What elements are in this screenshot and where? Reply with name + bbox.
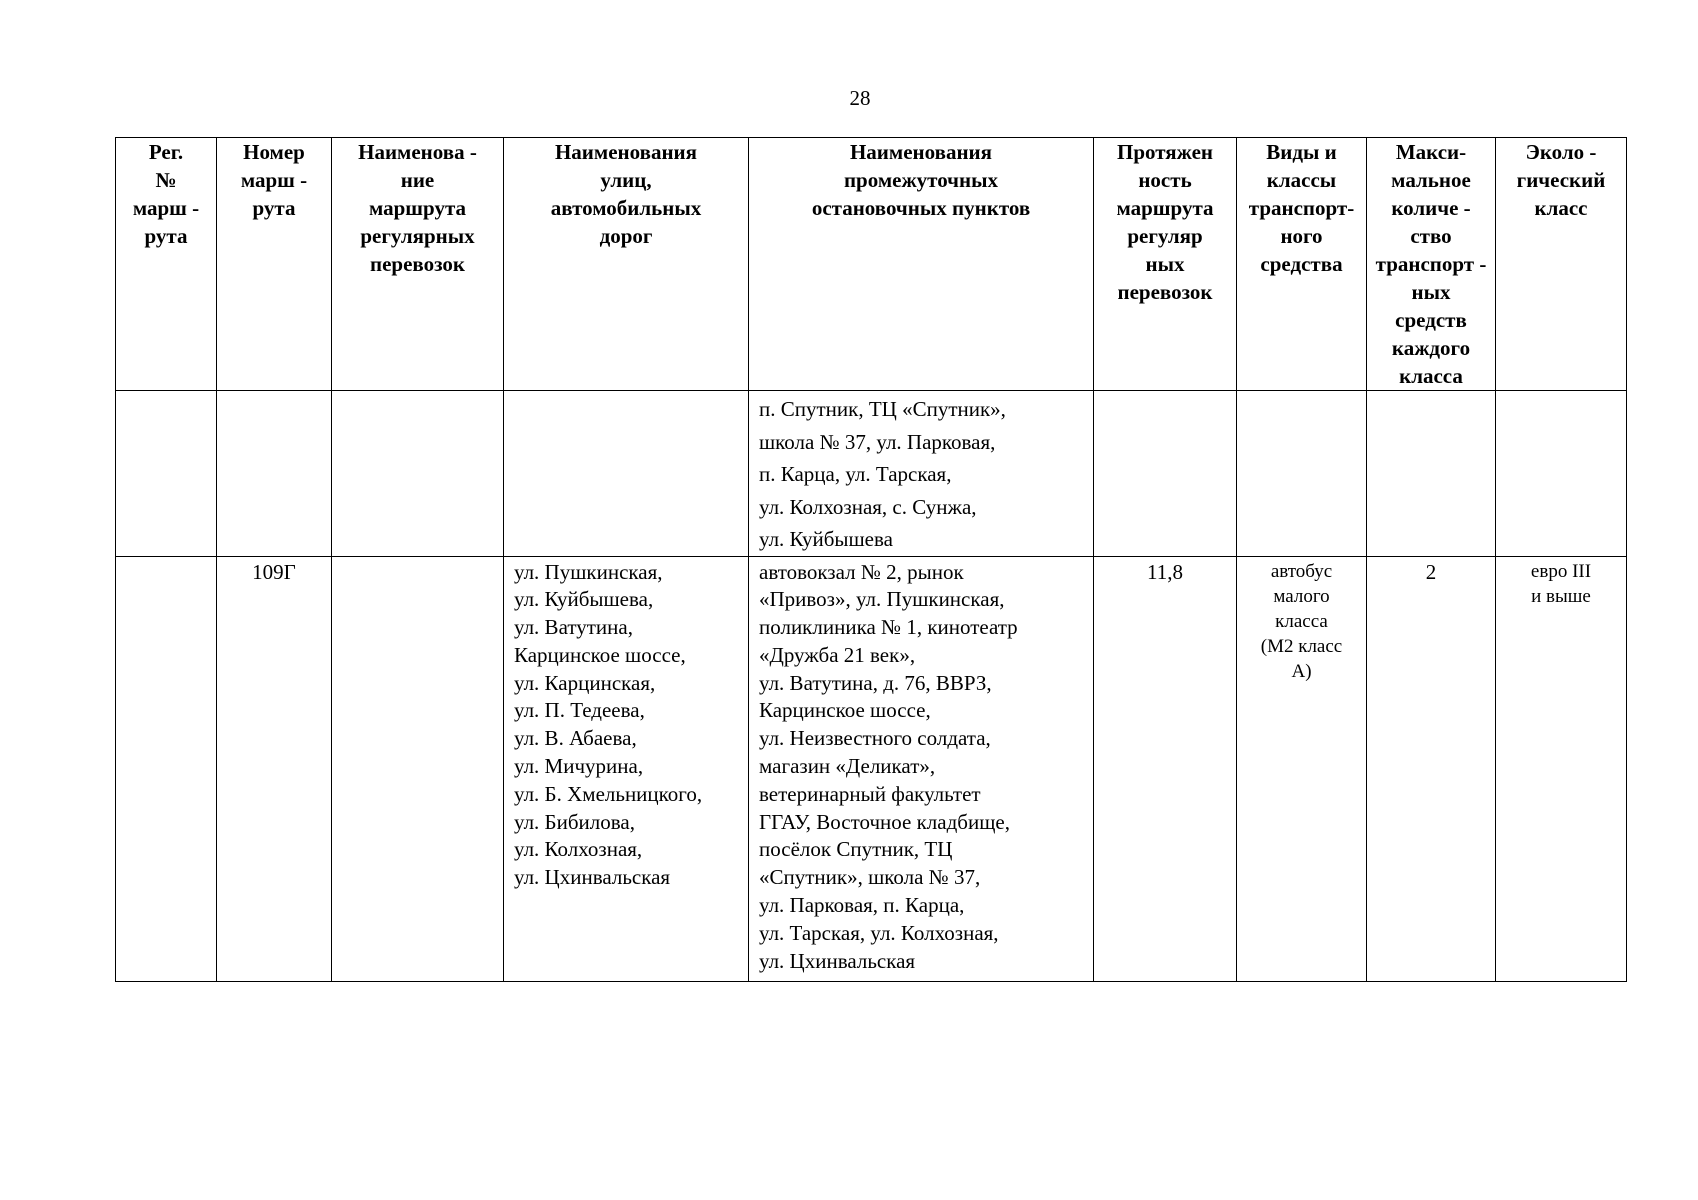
header-route-name: Наименова - ние маршрута регулярных перевозок bbox=[332, 138, 504, 391]
cell-streets: ул. Пушкинская, ул. Куйбышева, ул. Ватутина, Карцинское шоссе, ул. Карцинская, ул. П. Тедеева, ул. В. Абаева, ул. Мичурина, ул. Б. Хмельницкого, ул. Бибилова, ул. Колхозная, ул. Цхинвальская bbox=[504, 556, 749, 981]
cell-eco-class bbox=[1496, 391, 1627, 557]
cell-length: 11,8 bbox=[1094, 556, 1237, 981]
cell-max-count bbox=[1367, 391, 1496, 557]
cell-stops: автовокзал № 2, рынок «Привоз», ул. Пушкинская, поликлиника № 1, кинотеатр «Дружба 21 век», ул. Ватутина, д. 76, ВВРЗ, Карцинское шоссе, ул. Неизвестного солдата, магазин «Деликат», ветеринарный факультет ГГАУ, Восточное кладбище, посёлок Спутник, ТЦ «Спутник», школа № 37, ул. Парковая, п. Карца, ул. Тарская, ул. Колхозная, ул. Цхинвальская bbox=[749, 556, 1094, 981]
cell-route-no bbox=[217, 391, 332, 557]
cell-vehicle-type: автобус малого класса (М2 класс А) bbox=[1237, 556, 1367, 981]
cell-reg-no bbox=[116, 391, 217, 557]
routes-table bbox=[115, 137, 1627, 982]
table-row bbox=[116, 391, 1627, 557]
cell-route-name bbox=[332, 391, 504, 557]
header-streets: Наименования улиц, автомобильных дорог bbox=[504, 138, 749, 391]
header-row bbox=[116, 138, 1627, 391]
header-vehicle-type: Виды и классы транспорт- ного средства bbox=[1237, 138, 1367, 391]
cell-max-count: 2 bbox=[1367, 556, 1496, 981]
header-eco-class: Эколо - гический класс bbox=[1496, 138, 1627, 391]
cell-length bbox=[1094, 391, 1237, 557]
header-route-no: Номер марш - рута bbox=[217, 138, 332, 391]
cell-vehicle-type bbox=[1237, 391, 1367, 557]
cell-route-name bbox=[332, 556, 504, 981]
header-stops: Наименования промежуточных остановочных пунктов bbox=[749, 138, 1094, 391]
header-reg-no: Рег. № марш - рута bbox=[116, 138, 217, 391]
cell-reg-no bbox=[116, 556, 217, 981]
cell-streets bbox=[504, 391, 749, 557]
cell-route-no: 109Г bbox=[217, 556, 332, 981]
header-max-count: Макси- мальное количе - ство транспорт - ных средств каждого класса bbox=[1367, 138, 1496, 391]
header-length: Протяжен ность маршрута регуляр ных перевозок bbox=[1094, 138, 1237, 391]
page-number: 28 bbox=[849, 86, 871, 110]
cell-stops: п. Спутник, ТЦ «Спутник», школа № 37, ул. Парковая, п. Карца, ул. Тарская, ул. Колхозная, с. Сунжа, ул. Куйбышева bbox=[749, 391, 1094, 557]
cell-eco-class: евро III и выше bbox=[1496, 556, 1627, 981]
table-row bbox=[116, 556, 1627, 981]
